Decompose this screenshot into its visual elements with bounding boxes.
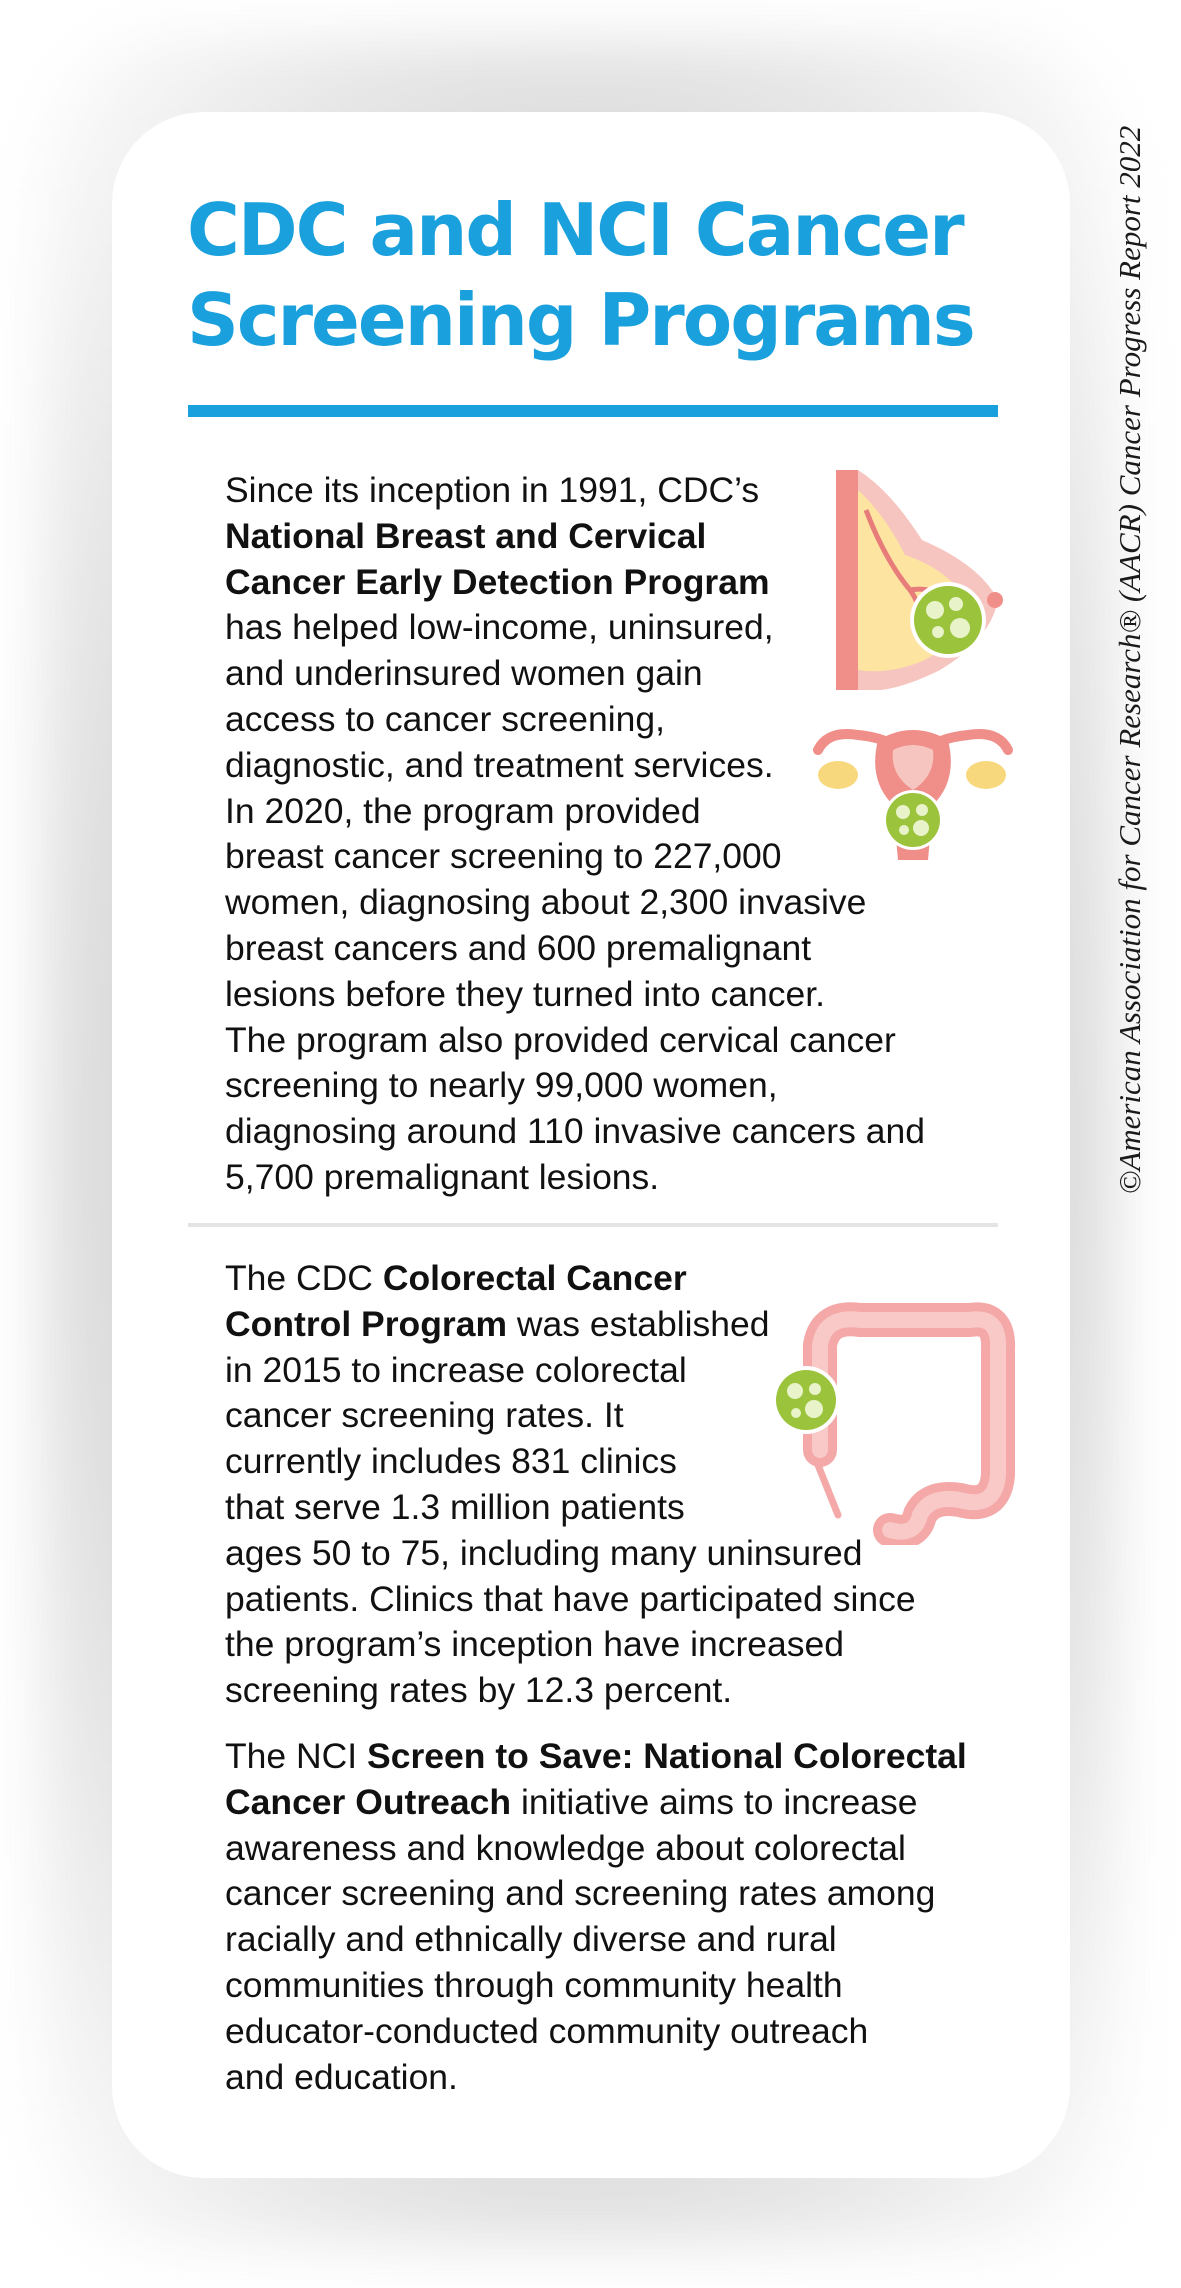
text-line: awareness and knowledge about colorectal [225, 1827, 906, 1868]
text-span: The CDC [225, 1258, 383, 1298]
text-line: in 2015 to increase colorectal [225, 1349, 687, 1390]
text-line: currently includes 831 clinics [225, 1441, 677, 1482]
text-line: The program also provided cervical cancer [225, 1019, 896, 1060]
program-name-bold: Cancer Early Detection Program [225, 561, 770, 602]
text-line: 5,700 premalignant lesions. [225, 1156, 660, 1197]
program-name-bold: National Breast and Cervical [225, 515, 707, 556]
uterus-illustration-icon [808, 720, 1018, 870]
text-span: The NCI [225, 1736, 368, 1776]
copyright-credit [1100, 110, 1160, 1210]
text-span: initiative aims to increase [511, 1781, 918, 1822]
text-line: has helped low-income, uninsured, [225, 607, 774, 648]
text-line: patients. Clinics that have participated since [225, 1578, 916, 1619]
text-line: Since its inception in 1991, CDC’s [225, 470, 760, 510]
colon-illustration-icon [770, 1275, 1025, 1545]
program-name-bold: Colorectal Cancer [382, 1258, 687, 1298]
title-line-2: Screening Programs [187, 278, 974, 362]
text-line: women, diagnosing about 2,300 invasive [225, 882, 867, 923]
credit-text: ©American Association for Cancer Research® (AACR) Cancer Progress Report 2022 [1112, 125, 1147, 1195]
text-line: and underinsured women gain [225, 653, 703, 694]
program-name-bold: Screen to Save: National Colorectal [367, 1736, 967, 1776]
text-line [225, 1780, 967, 1826]
text-line: racially and ethnically diverse and rural [225, 1919, 837, 1960]
text-line: screening rates by 12.3 percent. [225, 1670, 733, 1711]
text-line: diagnosing around 110 invasive cancers and [225, 1111, 925, 1152]
program-name-bold: Control Program [225, 1303, 508, 1344]
text-line: and education. [225, 2056, 458, 2097]
page-title [187, 185, 1027, 365]
text-line: diagnostic, and treatment services. [225, 744, 774, 785]
program-name-bold: Cancer Outreach [225, 1781, 512, 1822]
text-line: ages 50 to 75, including many uninsured [225, 1532, 863, 1573]
breast-illustration-icon [830, 470, 1010, 690]
text-line: breast cancers and 600 premalignant [225, 927, 812, 968]
text-line: cancer screening rates. It [225, 1395, 624, 1436]
text-line: lesions before they turned into cancer. [225, 973, 825, 1014]
text-line: access to cancer screening, [225, 698, 666, 739]
text-line: cancer screening and screening rates among [225, 1873, 936, 1914]
text-line [225, 1734, 967, 1780]
screen-to-save-paragraph [225, 1734, 967, 2100]
text-span: was established [507, 1303, 770, 1344]
title-underline [188, 405, 998, 417]
section-divider [188, 1223, 998, 1227]
title-line-1: CDC and NCI Cancer [187, 188, 963, 272]
text-line: educator-conducted community outreach [225, 2010, 869, 2051]
text-line: breast cancer screening to 227,000 [225, 836, 782, 877]
text-line: screening to nearly 99,000 women, [225, 1065, 778, 1106]
text-line: In 2020, the program provided [225, 790, 701, 831]
text-line: that serve 1.3 million patients [225, 1486, 685, 1527]
text-line: communities through community health [225, 1964, 843, 2005]
text-line: the program’s inception have increased [225, 1624, 844, 1665]
